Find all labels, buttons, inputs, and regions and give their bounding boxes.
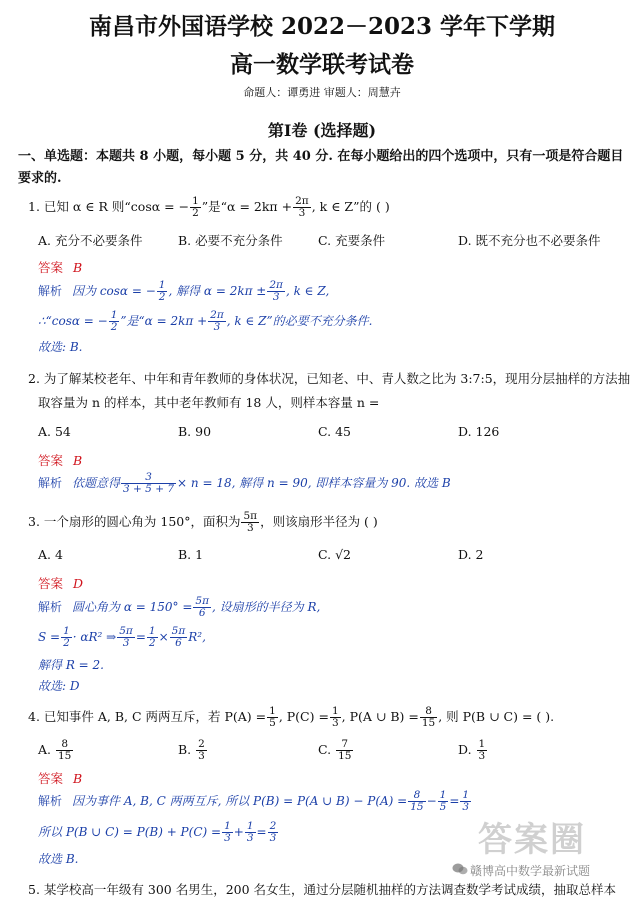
q1-explain-line1: 解析 因为 cosα = − $\frac{1}{2}$ , 解得 α = 2kπ ± $\frac{2\pi}{3}$ , k ∈ Z, xyxy=(38,279,330,303)
watermark-logo: 答案圈 xyxy=(478,820,586,860)
q1-explain-line2: ∴“cosα = − $\frac{1}{2}$ ”是“α = 2kπ + $\frac{2\pi}{3}$ , k ∈ Z”的必要不充分条件. xyxy=(38,309,373,333)
q2-answer: 答案 B xyxy=(38,453,83,468)
q2-explain: 解析 依题意得 $\frac{3}{3 + 5 + 7}$ × n = 18, 解得 n = 90, 即样本容量为 90. 故选 B xyxy=(38,471,451,495)
q4-option-a: A. $\frac{8}{15}$ xyxy=(38,738,72,762)
q1-option-d: D. 既不充分也不必要条件 xyxy=(458,233,601,248)
section-title: 第Ⅰ卷 (选择题) xyxy=(267,121,377,140)
question-1: 1. 已知 α ∈ R 则“cosα = − $\frac{1}{2}$ ”是“α = 2kπ + $\frac{2\pi}{3}$ , k ∈ Z”的 ( ) xyxy=(28,195,390,219)
q1-option-c: C. 充要条件 xyxy=(318,233,386,248)
q4-option-b: B. $\frac{2}{3}$ xyxy=(178,738,205,762)
q3-option-d: D. 2 xyxy=(458,547,484,562)
q4-explain-line2: 所以 P(B ∪ C) = P(B) + P(C) = $\frac{1}{3}$ + $\frac{1}{3}$ = $\frac{2}{3}$ xyxy=(38,820,277,844)
q3-explain-line1: 解析 圆心角为 α = 150° = $\frac{5\pi}{6}$ , 设扇形的半径为 R, xyxy=(38,595,321,619)
question-5-line1: 5. 某学校高一年级有 300 名男生，200 名女生，通过分层随机抽样的方法调查数学考试成绩，抽取总样本 xyxy=(28,882,617,897)
exam-subtitle: 高一数学联考试卷 xyxy=(230,51,414,78)
q4-explain-line1: 解析 因为事件 A, B, C 两两互斥, 所以 P(B) = P(A ∪ B) − P(A) = $\frac{8}{15}$ − $\frac{1}{5}$ = $\frac{1}{3}$ xyxy=(38,789,470,813)
q3-explain-line3: 解得 R = 2. xyxy=(38,658,104,672)
q3-answer: 答案 D xyxy=(38,576,84,591)
question-4: 4. 已知事件 A, B, C 两两互斥，若 P(A) = $\frac{1}{5}$ , P(C) = $\frac{1}{3}$ , P(A ∪ B) = $\frac{8}{15}$ , 则 P(B ∪ C) = ( ). xyxy=(28,705,555,729)
q1-option-a: A. 充分不必要条件 xyxy=(38,233,143,248)
q3-explain-line2: S = $\frac{1}{2}$ · αR² ⇒ $\frac{5\pi}{3}$ = $\frac{1}{2}$ × $\frac{5\pi}{6}$ R², xyxy=(38,625,206,649)
q4-option-d: D. $\frac{1}{3}$ xyxy=(458,738,486,762)
question-3: 3. 一个扇形的圆心角为 150°，面积为 $\frac{5\pi}{3}$ ，则该扇形半径为 ( ) xyxy=(28,510,378,534)
q2-option-b: B. 90 xyxy=(178,424,212,439)
exam-authors: 命题人：谭勇进 审题人：周慧卉 xyxy=(243,86,401,99)
q2-option-a: A. 54 xyxy=(38,424,71,439)
q4-answer: 答案 B xyxy=(38,771,83,786)
q3-option-b: B. 1 xyxy=(178,547,204,562)
q3-option-c: C. √2 xyxy=(318,547,351,562)
q3-option-a: A. 4 xyxy=(38,547,63,562)
question-2-line1: 2. 为了解某校老年、中年和青年教师的身体状况，已知老、中、青人数之比为 3:7:5，现用分层抽样的方法抽 xyxy=(28,371,631,386)
question-2-line2: 取容量为 n 的样本，其中老年教师有 18 人，则样本容量 n = xyxy=(38,395,380,410)
watermark-wechat-name: 赣博高中数学最新试题 xyxy=(470,864,591,878)
section-intro: 一、单选题：本题共 8 小题，每小题 5 分，共 40 分. 在每小题给出的四个选项中，只有一项是符合题目要求的. xyxy=(18,149,624,186)
wechat-icon xyxy=(452,862,468,876)
q2-option-c: C. 45 xyxy=(318,424,351,439)
q3-explain-line4: 故选: D xyxy=(38,679,80,693)
q2-option-d: D. 126 xyxy=(458,424,500,439)
q4-option-c: C. $\frac{7}{15}$ xyxy=(318,738,352,762)
q1-answer: 答案 B xyxy=(38,260,83,275)
exam-title: 南昌市外国语学校 2022－2023 学年下学期 xyxy=(88,13,556,40)
q1-explain-line3: 故选: B. xyxy=(38,340,83,354)
q4-explain-line3: 故选 B. xyxy=(38,852,79,866)
q1-option-b: B. 必要不充分条件 xyxy=(178,233,283,248)
